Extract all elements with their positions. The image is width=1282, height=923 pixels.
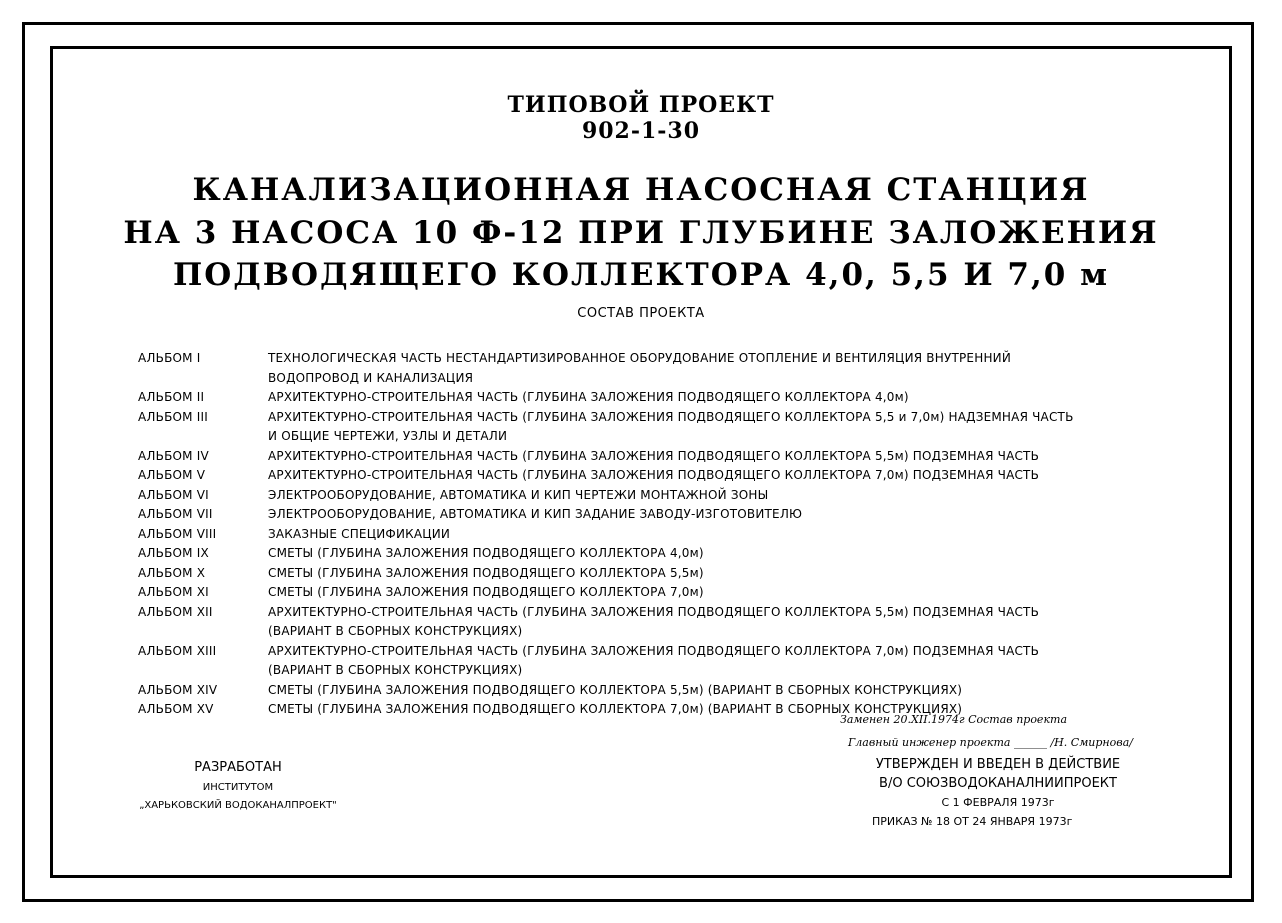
developer-line-2: ИНСТИТУТОМ [202,782,274,793]
album-row [138,408,1148,447]
album-code: АЛЬБОМ XIV [138,682,218,697]
album-code: АЛЬБОМ VI [138,487,209,502]
album-row [138,447,1148,467]
album-code: АЛЬБОМ VII [138,507,213,521]
album-line: АРХИТЕКТУРНО-СТРОИТЕЛЬНАЯ ЧАСТЬ (ГЛУБИНА ЗАЛОЖЕНИЯ ПОДВОДЯЩЕГО КОЛЛЕКТОРА 7,0м) ПОДЗЕМНАЯ ЧАСТЬ [268,643,1040,658]
album-line: (ВАРИАНТ В СБОРНЫХ КОНСТРУКЦИЯХ) [268,624,523,638]
album-code: АЛЬБОМ XI [138,585,209,599]
album-code: АЛЬБОМ VIII [138,526,217,541]
album-description [268,388,1148,408]
replacement-note: Заменен 20.XII.1974г Состав проекта [840,713,1068,726]
album-row [138,564,1148,584]
album-description [268,486,1148,506]
composition-label: СОСТАВ ПРОЕКТА [577,306,705,321]
album-description [268,642,1148,681]
album-description [268,681,1148,701]
album-description [268,466,1148,486]
album-code: АЛЬБОМ XII [138,604,213,619]
album-code: АЛЬБОМ XV [138,702,214,716]
album-line: ЗАКАЗНЫЕ СПЕЦИФИКАЦИИ [268,526,451,541]
developer-block [118,757,358,815]
album-row [138,583,1148,603]
album-line: АРХИТЕКТУРНО-СТРОИТЕЛЬНАЯ ЧАСТЬ (ГЛУБИНА ЗАЛОЖЕНИЯ ПОДВОДЯЩЕГО КОЛЛЕКТОРА 4,0м) [268,390,909,404]
album-description [268,583,1148,603]
album-description [268,349,1148,388]
album-row [138,681,1148,701]
album-line: СМЕТЫ (ГЛУБИНА ЗАЛОЖЕНИЯ ПОДВОДЯЩЕГО КОЛЛЕКТОРА 7,0м) [268,585,704,599]
approval-line-1: УТВЕРЖДЕН И ВВЕДЕН В ДЕЙСТВИЕ [875,757,1121,772]
approval-line-2: В/О СОЮЗВОДОКАНАЛНИИПРОЕКТ [879,776,1117,791]
developer-line-3: „ХАРЬКОВСКИЙ ВОДОКАНАЛПРОЕКТ" [139,800,337,811]
album-row [138,466,1148,486]
album-code: АЛЬБОМ III [138,409,208,424]
album-row [138,525,1148,545]
album-code: АЛЬБОМ V [138,468,206,482]
album-description [268,505,1148,525]
album-line: СМЕТЫ (ГЛУБИНА ЗАЛОЖЕНИЯ ПОДВОДЯЩЕГО КОЛЛЕКТОРА 4,0м) [268,546,704,560]
album-line: ЭЛЕКТРООБОРУДОВАНИЕ, АВТОМАТИКА И КИП ЗАДАНИЕ ЗАВОДУ-ИЗГОТОВИТЕЛЮ [268,507,803,521]
title-line-2: НА 3 НАСОСА 10 Ф-12 ПРИ ГЛУБИНЕ ЗАЛОЖЕНИЯ [123,215,1159,251]
album-line: И ОБЩИЕ ЧЕРТЕЖИ, УЗЛЫ И ДЕТАЛИ [268,429,508,443]
title-line-3: ПОДВОДЯЩЕГО КОЛЛЕКТОРА 4,0, 5,5 И 7,0 м [172,257,1110,293]
album-row [138,642,1148,681]
album-row [138,486,1148,506]
album-code: АЛЬБОМ IX [138,546,209,560]
album-line: АРХИТЕКТУРНО-СТРОИТЕЛЬНАЯ ЧАСТЬ (ГЛУБИНА ЗАЛОЖЕНИЯ ПОДВОДЯЩЕГО КОЛЛЕКТОРА 7,0м) ПОДЗЕМНАЯ ЧАСТЬ [268,468,1040,482]
album-row [138,349,1148,388]
album-line: СМЕТЫ (ГЛУБИНА ЗАЛОЖЕНИЯ ПОДВОДЯЩЕГО КОЛЛЕКТОРА 5,5м) [268,565,704,580]
album-line: ВОДОПРОВОД И КАНАЛИЗАЦИЯ [268,370,474,385]
album-description [268,447,1148,467]
project-number: 902-1-30 [581,118,701,144]
album-description [268,603,1148,642]
album-code: АЛЬБОМ XIII [138,643,217,658]
album-code: АЛЬБОМ X [138,565,206,580]
album-line: СМЕТЫ (ГЛУБИНА ЗАЛОЖЕНИЯ ПОДВОДЯЩЕГО КОЛЛЕКТОРА 5,5м) (ВАРИАНТ В СБОРНЫХ КОНСТРУКЦИЯХ) [268,682,963,697]
album-description [268,525,1148,545]
developer-line-1: РАЗРАБОТАН [194,760,282,775]
album-description [268,408,1148,447]
album-line: ЭЛЕКТРООБОРУДОВАНИЕ, АВТОМАТИКА И КИП ЧЕРТЕЖИ МОНТАЖНОЙ ЗОНЫ [268,487,769,502]
album-line: АРХИТЕКТУРНО-СТРОИТЕЛЬНАЯ ЧАСТЬ (ГЛУБИНА ЗАЛОЖЕНИЯ ПОДВОДЯЩЕГО КОЛЛЕКТОРА 5,5м) ПОДЗЕМНАЯ ЧАСТЬ [268,448,1040,463]
album-line: (ВАРИАНТ В СБОРНЫХ КОНСТРУКЦИЯХ) [268,663,523,677]
album-list [138,349,1148,720]
album-line: ТЕХНОЛОГИЧЕСКАЯ ЧАСТЬ НЕСТАНДАРТИЗИРОВАННОЕ ОБОРУДОВАНИЕ ОТОПЛЕНИЕ И ВЕНТИЛЯЦИЯ ВНУТРЕННИЙ [268,351,1012,365]
album-row [138,505,1148,525]
approval-block [848,755,1148,831]
album-row [138,603,1148,642]
album-row [138,544,1148,564]
chief-engineer-signature: Главный инженер проекта ______ /Н. Смирнова/ [848,736,1133,749]
album-line: АРХИТЕКТУРНО-СТРОИТЕЛЬНАЯ ЧАСТЬ (ГЛУБИНА ЗАЛОЖЕНИЯ ПОДВОДЯЩЕГО КОЛЛЕКТОРА 5,5 и 7,0м) НАДЗЕМНАЯ ЧАСТЬ [268,409,1074,424]
album-code: АЛЬБОМ IV [138,448,209,463]
album-row [138,388,1148,408]
album-code: АЛЬБОМ II [138,390,205,404]
album-code: АЛЬБОМ I [138,351,201,365]
album-line: АРХИТЕКТУРНО-СТРОИТЕЛЬНАЯ ЧАСТЬ (ГЛУБИНА ЗАЛОЖЕНИЯ ПОДВОДЯЩЕГО КОЛЛЕКТОРА 5,5м) ПОДЗЕМНАЯ ЧАСТЬ [268,604,1040,619]
album-line: СМЕТЫ (ГЛУБИНА ЗАЛОЖЕНИЯ ПОДВОДЯЩЕГО КОЛЛЕКТОРА 7,0м) (ВАРИАНТ В СБОРНЫХ КОНСТРУКЦИЯХ) [268,702,963,716]
approval-line-3: С 1 ФЕВРАЛЯ 1973г [941,796,1055,809]
album-description [268,544,1148,564]
approval-line-4: ПРИКАЗ № 18 ОТ 24 ЯНВАРЯ 1973г [872,815,1073,828]
project-type-heading: ТИПОВОЙ ПРОЕКТ [507,92,775,118]
album-description [268,564,1148,584]
title-line-1: КАНАЛИЗАЦИОННАЯ НАСОСНАЯ СТАНЦИЯ [192,172,1090,208]
